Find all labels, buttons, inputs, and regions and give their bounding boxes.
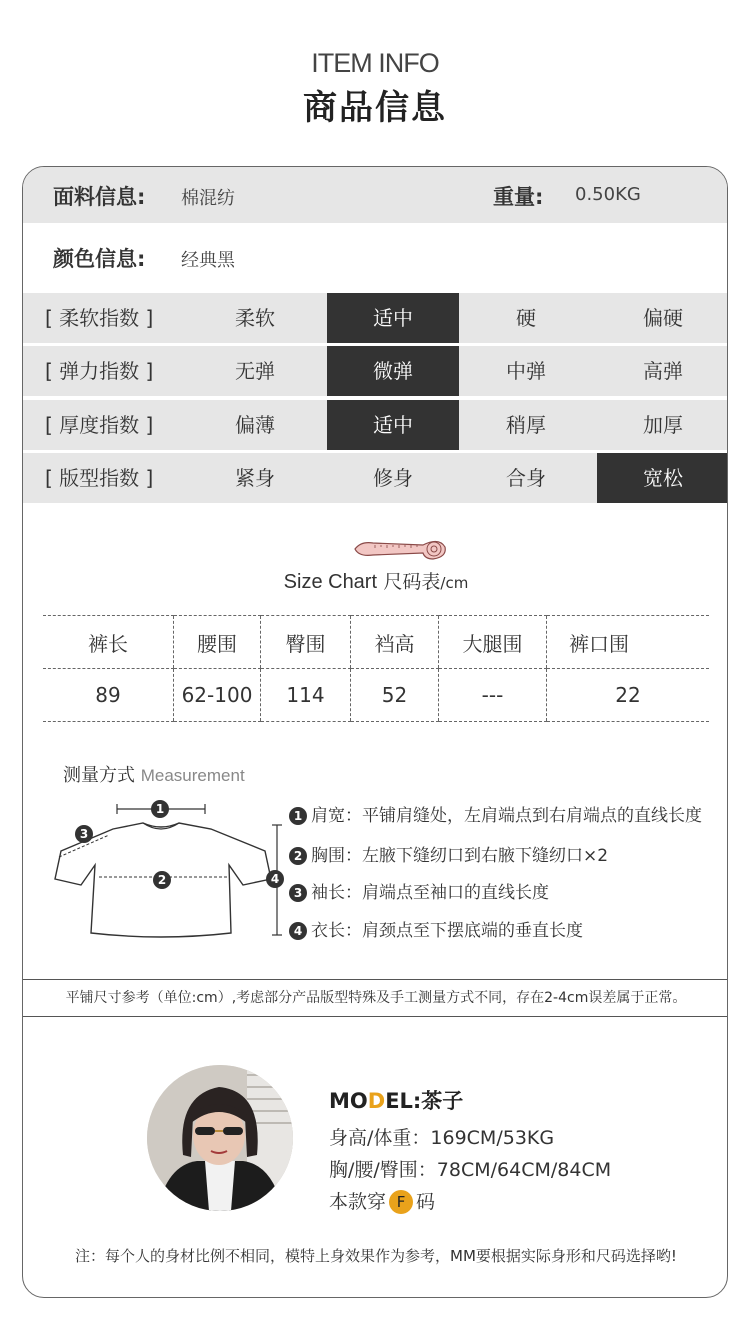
index-option-selected: 适中 <box>327 293 459 343</box>
wear-prefix: 本款穿 <box>329 1191 387 1213</box>
size-header-cell: 裤长 <box>43 616 174 669</box>
header-title-cn: 商品信息 <box>303 88 447 128</box>
index-option: 合身 <box>506 466 546 490</box>
measurement-item-1-number: 1 <box>289 807 307 825</box>
diagram-marker-1: 1 <box>151 800 169 818</box>
tape-measure-icon <box>353 533 449 565</box>
index-option: 硬 <box>516 306 536 330</box>
fabric-label: 面料信息: <box>53 185 146 209</box>
model-wear-size <box>329 1187 435 1214</box>
index-option: 偏薄 <box>235 413 275 437</box>
size-chart-title-en: Size Chart <box>283 571 378 593</box>
index-row <box>23 400 728 450</box>
garment-diagram <box>51 795 291 945</box>
model-label-rest: EL:茶子 <box>385 1089 464 1113</box>
header-title-en: ITEM INFO <box>311 48 439 78</box>
model-height-weight: 身高/体重：169CM/53KG <box>329 1127 555 1149</box>
model-bwh: 胸/腰/臀围：78CM/64CM/84CM <box>329 1159 612 1181</box>
size-header-cell: 腰围 <box>174 616 261 669</box>
size-header-cell: 裆高 <box>351 616 439 669</box>
footer-note: 注：每个人的身材比例不相同，模特上身效果作为参考，MM要根据实际身形和尺码选择哟! <box>75 1247 677 1265</box>
measurement-item-4 <box>289 916 583 941</box>
wear-size-badge: F <box>389 1190 413 1214</box>
model-label-d: D <box>367 1089 386 1113</box>
size-value-cell: 89 <box>43 669 174 722</box>
index-row <box>23 293 728 343</box>
size-chart-table <box>43 615 709 722</box>
model-label-mo: MO <box>329 1089 368 1113</box>
measurement-item-4-number: 4 <box>289 922 307 940</box>
size-value-row <box>43 669 709 722</box>
size-value-cell: 22 <box>547 669 710 722</box>
measurement-item-2-number: 2 <box>289 847 307 865</box>
index-option: 柔软 <box>235 306 275 330</box>
fabric-row <box>23 167 728 223</box>
weight-label: 重量: <box>493 185 544 209</box>
fabric-value: 棉混纺 <box>181 188 235 209</box>
index-option: 无弹 <box>235 359 275 383</box>
model-name <box>329 1085 463 1115</box>
measurement-item-3-text: 袖长：肩端点至袖口的直线长度 <box>311 883 549 903</box>
index-name: [ 弹力指数 ] <box>45 359 154 383</box>
measurement-item-1 <box>289 801 702 826</box>
index-name: [ 厚度指数 ] <box>45 413 154 437</box>
diagram-marker-2: 2 <box>153 871 171 889</box>
wear-suffix: 码 <box>416 1191 436 1213</box>
measurement-item-4-text: 衣长：肩颈点至下摆底端的垂直长度 <box>311 921 583 941</box>
size-chart-title-cn: 尺码表 <box>383 571 441 593</box>
size-header-row <box>43 616 709 669</box>
measurement-title-en: Measurement <box>140 766 245 785</box>
index-option-selected: 宽松 <box>597 453 728 503</box>
index-option: 稍厚 <box>506 413 546 437</box>
diagram-marker-4: 4 <box>266 870 284 888</box>
measurement-title <box>63 761 245 787</box>
color-label: 颜色信息: <box>53 247 146 271</box>
size-value-cell: 114 <box>261 669 351 722</box>
index-option: 偏硬 <box>643 306 683 330</box>
index-option: 高弹 <box>643 359 683 383</box>
measurement-item-3 <box>289 878 549 903</box>
color-value: 经典黑 <box>181 250 235 271</box>
index-option: 修身 <box>373 466 413 490</box>
measurement-note-row <box>23 979 728 1017</box>
index-option: 紧身 <box>235 466 275 490</box>
measurement-title-cn: 测量方式 <box>63 765 135 786</box>
size-header-cell: 臀围 <box>261 616 351 669</box>
info-card <box>22 166 728 1298</box>
index-row <box>23 346 728 396</box>
size-value-cell: 52 <box>351 669 439 722</box>
model-avatar <box>147 1065 293 1211</box>
index-option: 中弹 <box>506 359 546 383</box>
index-name: [ 柔软指数 ] <box>45 306 154 330</box>
size-header-cell: 大腿围 <box>439 616 547 669</box>
index-name: [ 版型指数 ] <box>45 466 154 490</box>
weight-value: 0.50KG <box>575 184 641 205</box>
size-value-cell: --- <box>439 669 547 722</box>
size-header-cell: 裤口围 <box>547 616 710 669</box>
index-option-selected: 微弹 <box>327 346 459 396</box>
measurement-note: 平铺尺寸参考（单位:cm）,考虑部分产品版型特殊及手工测量方式不同，存在2-4cm误差属于正常。 <box>65 990 687 1006</box>
size-chart-unit: /cm <box>440 574 469 592</box>
diagram-marker-3: 3 <box>75 825 93 843</box>
index-option: 加厚 <box>643 413 683 437</box>
measurement-item-2-text: 胸围：左腋下缝纫口到右腋下缝纫口×2 <box>311 846 609 866</box>
measurement-item-1-text: 肩宽：平铺肩缝处，左肩端点到右肩端点的直线长度 <box>311 806 702 826</box>
index-option-selected: 适中 <box>327 400 459 450</box>
measurement-item-3-number: 3 <box>289 884 307 902</box>
measurement-item-2 <box>289 841 608 866</box>
size-chart-title <box>23 567 728 594</box>
size-value-cell: 62-100 <box>174 669 261 722</box>
index-row <box>23 453 728 503</box>
